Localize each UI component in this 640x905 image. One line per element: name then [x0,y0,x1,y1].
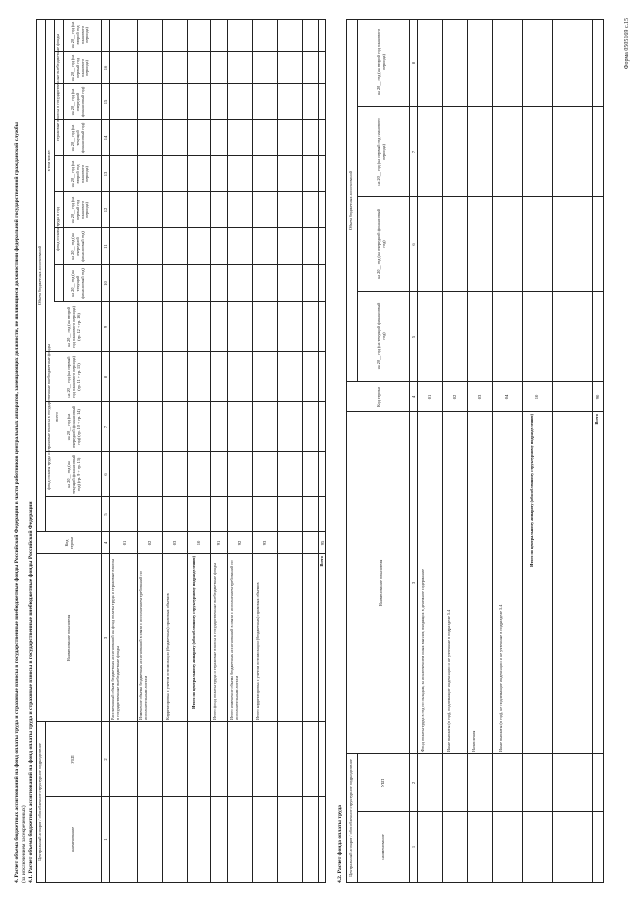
t1-year-col-11: на 20__ год (на первый год планового периода) [70,196,90,224]
t2-header-group: Объем бюджетных ассигнований [348,170,353,231]
t2-header-name: наименование [380,834,385,860]
t1-year-col-8: на 20__ год (на второй год планового периода) (гр. 12 + гр. 16) [66,306,81,348]
t1-row-02-label: Изменение объема бюджетных ассигнований в связи с исполнением требований по исполнительным листам [138,571,148,720]
t2-year-col-5: на 20__ год (на текущий финансовый год) [376,302,386,370]
t2-header-ubp: УБП [380,778,385,788]
t2-colnum: 5 [411,335,416,339]
t2-header-central: Центральный аппарат / обособленное структурное подразделение [348,759,353,877]
t1-colnum: 14 [103,135,108,141]
t1-header-code: Код строки [64,536,74,550]
t1-colnum: 12 [103,207,108,213]
t1-colnum: 8 [103,375,108,379]
t1-header-ubp: УБП [70,755,75,764]
t1-year-col-14: на 20__ год (на очередной финансовый год) [70,86,85,118]
t2-row-01-label: Фонд оплаты труда в год по окладам, за исключением иных выплат, входящих в денежное содержание [420,569,425,752]
t1-header-sv: страховые взносы в государственные внебюджетные фонды [55,33,60,142]
t2-row-04-label: Иные выплаты (в год), не подлежащие индексации и не учтенные в подразделе 5.4 [498,604,503,752]
t2-colnum: 4 [411,395,416,399]
t1-year-col-13: на 20__ год (на текущий финансовый год) [70,122,85,154]
t1-row-91-code: 91 [216,540,221,546]
t1-colnum: 10 [103,281,108,286]
t1-row-10-code: 10 [196,540,201,546]
section-4-2-title: 4.2. Расчет фонда оплаты труда [337,805,343,883]
t1-colnum: 16 [103,65,108,71]
t2-total-label: Всего [594,414,599,425]
t2-colnum: 2 [411,781,416,785]
t1-header-central: Центральный аппарат / обособленное структурное подразделение [37,743,42,861]
t2-header-indicator: Наименование показателя [378,559,383,607]
t1-row-01-label: Рассчитанный объем бюджетных ассигнований на фонд оплаты труда и страховые взносы в государственные внебюджетные фонды [110,558,120,720]
t2-row-03-code: 03 [477,394,482,400]
t1-row-92-code: 92 [237,540,242,546]
t1-header-indicator: Наименование показателя [66,614,71,662]
t2-row-04-code: 04 [504,394,509,400]
section-4-1-title: 4.1. Расчет объема бюджетных ассигнований на фонд оплаты труда и страховые взносы в государственные внебюджетные фонды Российской Федерации [28,501,34,883]
t2-row-10-label: Итого по центральному аппарату (обособленному структурному подразделению) [529,414,534,567]
t1-header-name: наименование [70,826,75,853]
t2-row-02-code: 02 [452,394,457,400]
t2-colnum: 7 [411,150,416,154]
t1-colnum: 4 [103,541,108,545]
t1-colnum: 9 [103,325,108,329]
t2-total-code: 90 [595,394,600,400]
t1-colnum: 6 [103,473,108,476]
t2-colnum: 6 [411,243,416,246]
t1-row-93-code: 93 [262,540,267,546]
t1-colnum: 13 [103,171,108,177]
t1-row-03-code: 03 [172,540,177,546]
form-number: Форма 0505169 с.15 [624,18,630,70]
table-4-2 [346,19,604,883]
t1-colnum: 5 [103,513,108,516]
t1-header-incl: в том числе: [46,149,51,172]
t2-colnum: 3 [411,581,416,585]
t1-colnum: 3 [103,636,108,640]
t1-colnum: 11 [103,244,108,249]
t1-year-col-12: на 20__ год (на второй год планового периода) [70,160,90,188]
t1-colnum: 2 [103,758,108,761]
t1-row-01-code: 01 [122,540,127,546]
t1-total-code: 95 [320,540,325,546]
t1-row-91-label: Итого фонд оплаты труда и страховые взносы в государственные внебюджетные фонды [212,563,217,720]
t1-year-col-9: на 20__ год (на текущий финансовый год) [70,268,85,299]
t1-year-col-16: на 20__ год (на второй год планового периода) [70,21,90,49]
t1-year-col-6: на 20__ год (на очередной финансовый год) (гр. 10 + гр. 14) [66,406,81,448]
t1-header-vsego: всего [54,412,59,422]
t1-row-92-label: Итого изменение объема бюджетных ассигнований в связи с исполнением требований по исполнительным листам [229,560,239,720]
t1-year-col-7: на 20__ год (на первый год планового периода) (гр. 11 + гр. 15) [66,356,81,398]
t2-row-01-code: 01 [427,394,432,400]
t1-total-label: Всего [319,556,324,567]
t1-colnum: 1 [103,838,108,841]
t2-row-10-code: 10 [534,394,539,400]
t2-row-03-label: Начисления [471,730,476,752]
t1-year-col-15: на 20__ год (на первый год планового периода) [70,54,90,82]
t1-year-col-5: на 20__ год (на текущий финансовый год) (гр. 9 + гр. 13) [66,455,81,494]
t1-row-93-label: Итого корректировка с учетом оптимизации (бюджетных) правовых объемов [255,582,260,720]
t2-row-02-label: Иные выплаты (в год), подлежащие индексации и не учтенные в подразделе 5.4 [446,609,451,752]
section-4-title: 4. Расчет объема бюджетных ассигнований на фонд оплаты труда и страховые взносы в государственные внебюджетные фонды Российской Федерации в части работников центральных аппаратов, замещающих должности, не являющиеся должностями федеральной государственной гражданской службы [14,122,20,883]
t1-header-fot: фонд оплаты труда в год [55,207,60,251]
t1-row-02-code: 02 [147,540,152,546]
t2-colnum: 1 [411,845,416,849]
table-4-1 [36,19,326,883]
t1-year-col-10: на 20__ год (на очередной финансовый год) [70,231,85,262]
t2-header-code: Код строки [376,387,381,407]
t2-colnum: 8 [411,61,416,65]
t1-header-total-group: Объем бюджетных ассигнований [37,245,42,306]
t2-year-col-8: на 20__ год (на второй год планового периода) [376,28,386,96]
t2-year-col-7: на 20__ год (на первый год планового периода) [376,118,386,186]
t1-row-03-label: Корректировка с учетом оптимизации (бюджетных) правовых объемов [165,593,170,720]
section-4-subtitle: (за исключением засекреченных) [21,805,27,883]
t1-row-10-label: Итого по центральному аппарату (обособленному структурному подразделению) [191,556,196,709]
t1-colnum: 7 [103,425,108,429]
t2-year-col-6: на 20__ год (на очередной финансовый год) [376,209,386,279]
t1-header-fot-sv: фонд оплаты труда и страховые взносы в государственные внебюджетные фонды [46,344,51,490]
t1-colnum: 15 [103,99,108,105]
